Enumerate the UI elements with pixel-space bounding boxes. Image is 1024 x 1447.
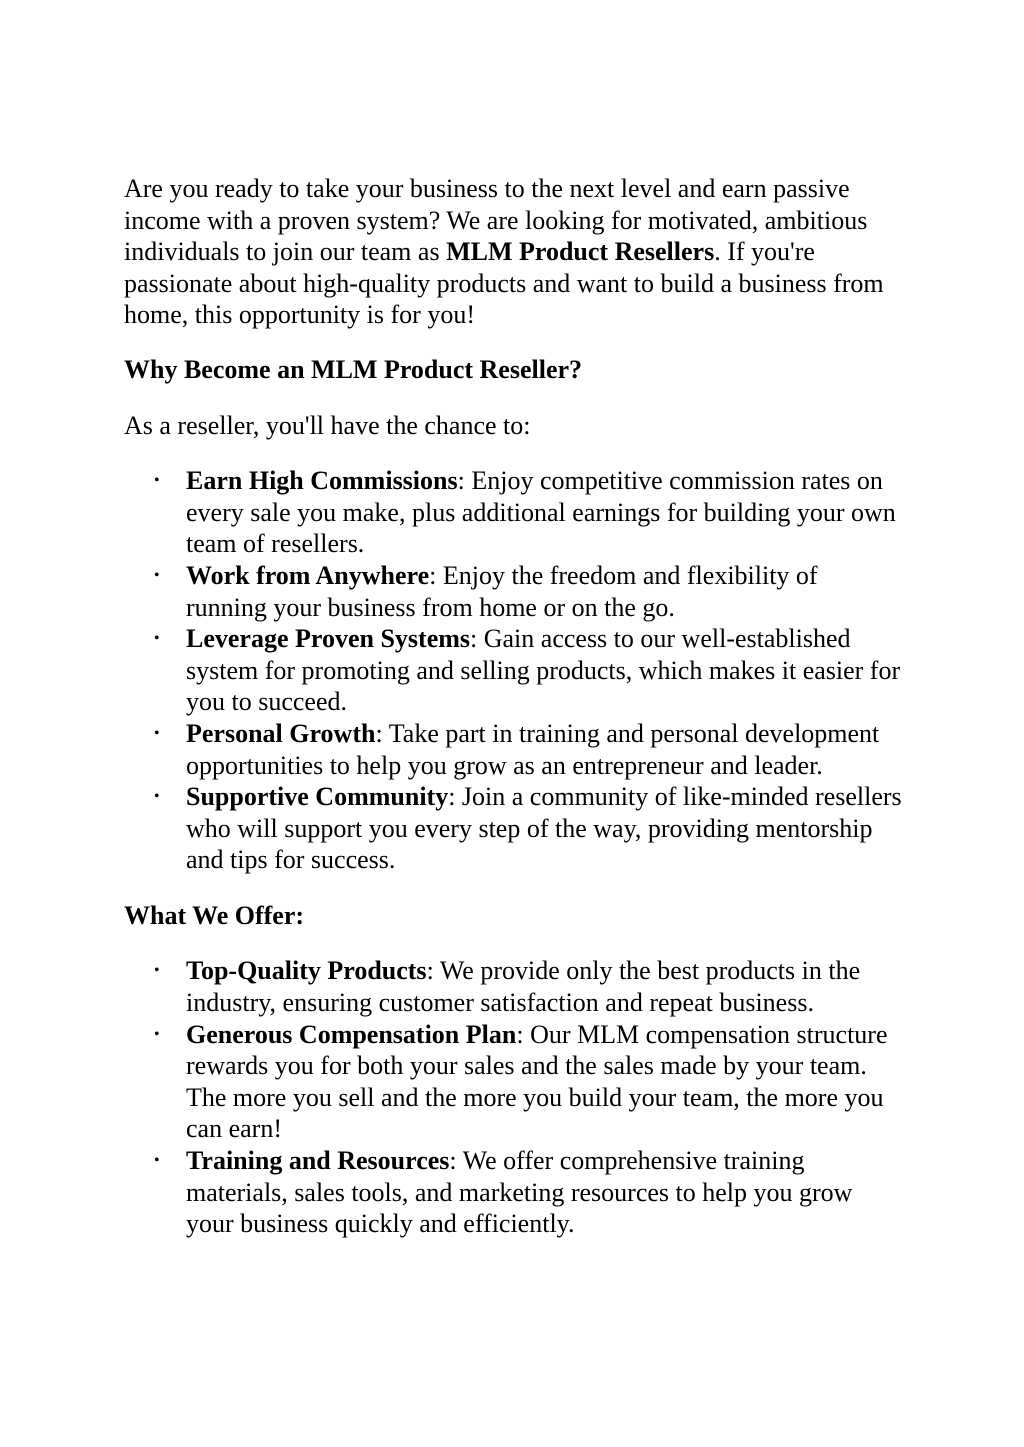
list-item-text: : Our MLM compensation structure rewards you for both your sales and the sales made by your team. The more you sell and the more you build your team, the more you can earn! — [186, 1019, 888, 1144]
list-item-text: : Take part in training and personal development opportunities to help you grow as an entrepreneur and leader. — [186, 718, 880, 780]
list-item-text: : We provide only the best products in the industry, ensuring customer satisfaction and repeat business. — [186, 956, 861, 1018]
list-item-title: Leverage Proven Systems — [186, 624, 471, 654]
list-item-title: Personal Growth — [186, 718, 376, 748]
list-item-title: Supportive Community — [186, 782, 449, 812]
list-item — [154, 781, 904, 876]
bullet-icon: • — [154, 1025, 160, 1043]
list-item-text: : Enjoy the freedom and flexibility of running your business from home or on the go. — [186, 560, 818, 622]
benefits-list — [124, 465, 904, 876]
list-item-title: Training and Resources — [186, 1146, 450, 1176]
list-item — [154, 1019, 904, 1145]
list-item-title: Top-Quality Products — [186, 956, 427, 986]
offer-list — [124, 955, 904, 1239]
bullet-icon: • — [154, 630, 160, 648]
intro-bold-term: MLM Product Resellers — [446, 237, 715, 267]
why-heading: Why Become an MLM Product Reseller? — [124, 354, 583, 384]
offer-heading: What We Offer: — [124, 900, 305, 930]
list-item — [154, 623, 904, 718]
list-item-title: Generous Compensation Plan — [186, 1019, 517, 1049]
intro-paragraph — [124, 173, 904, 331]
list-item-text: : Gain access to our well-established system for promoting and selling products, which makes it easier for you to succeed. — [186, 624, 901, 717]
list-item — [154, 955, 904, 1018]
list-item-text: : Enjoy competitive commission rates on every sale you make, plus additional earnings for building your own team of resellers. — [186, 466, 896, 559]
bullet-icon: • — [154, 724, 160, 742]
list-item — [154, 718, 904, 781]
document-page — [124, 173, 904, 1240]
bullet-icon: • — [154, 1152, 160, 1170]
bullet-icon: • — [154, 566, 160, 584]
list-item — [154, 465, 904, 560]
list-item-title: Earn High Commissions — [186, 466, 458, 496]
intro-text-start: Are you ready to take your business to the next level and earn passive income with a proven system? We are looking for motivated, ambitious individuals to join our team as — [124, 174, 868, 267]
list-item-text: : Join a community of like-minded resellers who will support you every step of the way, providing mentorship and tips for success. — [186, 782, 902, 875]
intro-text-end: . If you're passionate about high-quality products and want to build a business from home, this opportunity is for you! — [124, 237, 884, 330]
bullet-icon: • — [154, 962, 160, 980]
bullet-icon: • — [154, 472, 160, 490]
bullet-icon: • — [154, 788, 160, 806]
why-lead: As a reseller, you'll have the chance to: — [124, 410, 531, 440]
list-item-text: : We offer comprehensive training materials, sales tools, and marketing resources to help you grow your business quickly and efficiently. — [186, 1146, 853, 1239]
list-item — [154, 1145, 904, 1240]
list-item-title: Work from Anywhere — [186, 560, 430, 590]
list-item — [154, 560, 904, 623]
